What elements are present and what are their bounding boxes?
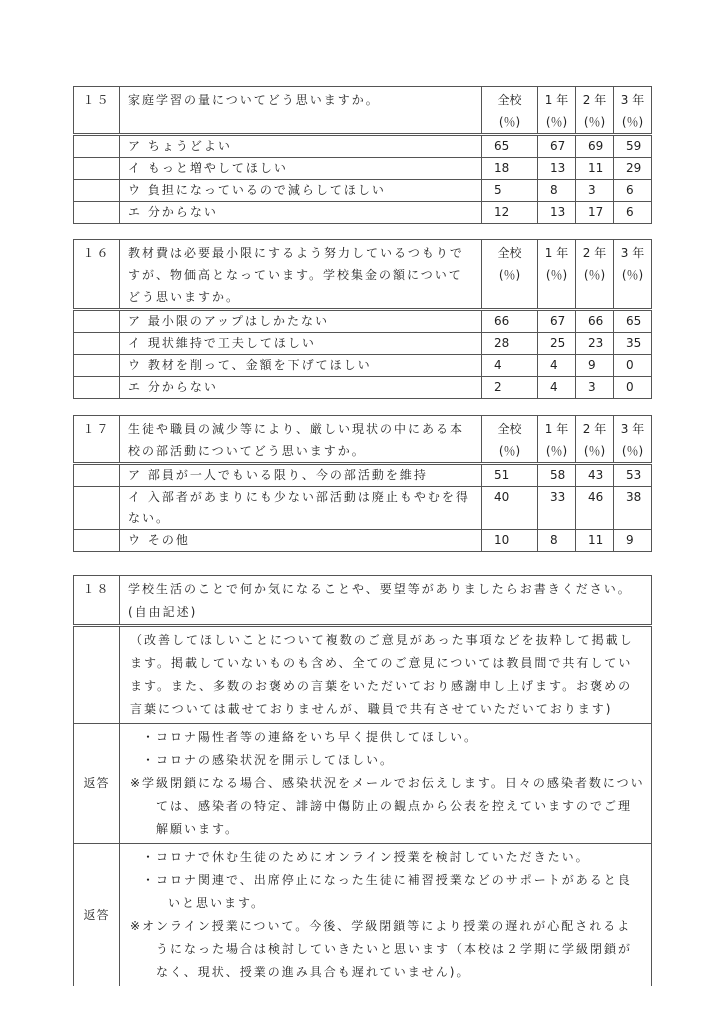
request-item: ・コロナで休む生徒のためにオンライン授業を検討していただきたい。: [142, 850, 590, 864]
value-grade2: 17: [576, 202, 614, 224]
option-label: イ 入部者があまりにも少ない部活動は廃止もやむを得ない。: [120, 487, 482, 530]
value-grade1: 67: [538, 310, 576, 333]
value-grade3: 59: [614, 135, 652, 158]
value-grade3: 38: [614, 487, 652, 530]
value-school: 12: [482, 202, 538, 224]
header-grade1: 1 年 (％): [538, 416, 576, 464]
value-grade2: 3: [576, 180, 614, 202]
header-grade1: 1 年 (％): [538, 240, 576, 310]
value-school: 2: [482, 377, 538, 399]
value-grade2: 3: [576, 377, 614, 399]
header-grade3: 3 年 (％): [614, 416, 652, 464]
header-grade2: 2 年 (％): [576, 240, 614, 310]
option-row: [74, 530, 652, 552]
value-grade1: 4: [538, 355, 576, 377]
option-label: イ 現状維持で工夫してほしい: [120, 333, 482, 355]
option-row: [74, 202, 652, 224]
question-17-table: [73, 415, 652, 552]
value-grade3: 0: [614, 355, 652, 377]
value-grade2: 66: [576, 310, 614, 333]
question-text: 生徒や職員の減少等により、厳しい現状の中にある本校の部活動についてどう思いますか。: [120, 416, 482, 464]
option-label: ウ その他: [120, 530, 482, 552]
response-block: [120, 844, 652, 987]
header-school: 全校 (％): [482, 240, 538, 310]
value-grade2: 43: [576, 464, 614, 487]
value-school: 4: [482, 355, 538, 377]
header-school: 全校 (％): [482, 416, 538, 464]
option-label: エ 分からない: [120, 377, 482, 399]
value-grade3: 0: [614, 377, 652, 399]
option-row: [74, 464, 652, 487]
value-grade1: 33: [538, 487, 576, 530]
reply-label: 返答: [74, 844, 120, 987]
value-grade2: 9: [576, 355, 614, 377]
header-grade1: 1 年 (％): [538, 87, 576, 135]
option-row: [74, 158, 652, 180]
editor-note: （改善してほしいことについて複数のご意見があった事項などを抜粋して掲載します。掲載していないものも含め、全てのご意見については教員間で共有しています。また、多数のお褒めの言葉をいただいており感謝申し上げます。お褒めの言葉については載せておりませんが、職員で共有させていただいております): [120, 626, 652, 724]
question-text: 家庭学習の量についてどう思いますか。: [120, 87, 482, 135]
value-school: 10: [482, 530, 538, 552]
value-grade1: 67: [538, 135, 576, 158]
value-grade3: 6: [614, 180, 652, 202]
option-label: イ もっと増やしてほしい: [120, 158, 482, 180]
value-grade1: 13: [538, 202, 576, 224]
question-number: １７: [74, 416, 120, 464]
option-label: ウ 負担になっているので減らしてほしい: [120, 180, 482, 202]
value-grade2: 46: [576, 487, 614, 530]
header-grade2: 2 年 (％): [576, 416, 614, 464]
option-row: [74, 333, 652, 355]
value-school: 40: [482, 487, 538, 530]
value-school: 5: [482, 180, 538, 202]
value-grade3: 35: [614, 333, 652, 355]
reply-label: 返答: [74, 724, 120, 844]
header-grade3: 3 年 (％): [614, 240, 652, 310]
request-item: ・コロナ陽性者等の連絡をいち早く提供してほしい。: [142, 730, 479, 744]
option-row: [74, 377, 652, 399]
value-grade3: 29: [614, 158, 652, 180]
question-number: １６: [74, 240, 120, 310]
option-row: [74, 310, 652, 333]
question-text: 教材費は必要最小限にするよう努力しているつもりですが、物価高となっています。学校集金の額についてどう思いますか。: [120, 240, 482, 310]
value-grade2: 23: [576, 333, 614, 355]
question-15-table: [73, 86, 652, 224]
value-grade3: 6: [614, 202, 652, 224]
request-item: ・コロナの感染状況を開示してほしい。: [142, 753, 395, 767]
value-grade1: 8: [538, 180, 576, 202]
option-row: [74, 180, 652, 202]
request-item: ・コロナ関連で、出席停止になった生徒に補習授業などのサポートがあると良いと思います。: [142, 873, 632, 910]
header-school: 全校 (％): [482, 87, 538, 135]
value-grade1: 4: [538, 377, 576, 399]
value-school: 28: [482, 333, 538, 355]
value-grade3: 53: [614, 464, 652, 487]
value-school: 51: [482, 464, 538, 487]
value-grade1: 13: [538, 158, 576, 180]
option-label: ウ 教材を削って、金額を下げてほしい: [120, 355, 482, 377]
option-label: エ 分からない: [120, 202, 482, 224]
response-block: [120, 724, 652, 844]
value-grade1: 8: [538, 530, 576, 552]
option-label: ア 最小限のアップはしかたない: [120, 310, 482, 333]
value-grade3: 9: [614, 530, 652, 552]
reply-text: ※オンライン授業について。今後、学級閉鎖等により授業の遅れが心配されるようになった場合は検討していきたいと思います（本校は２学期に学級閉鎖がなく、現状、授業の進み具合も遅れていません)。: [130, 919, 633, 979]
option-label: ア ちょうどよい: [120, 135, 482, 158]
option-row: [74, 487, 652, 530]
question-18-table: [73, 575, 652, 986]
value-school: 65: [482, 135, 538, 158]
value-grade2: 69: [576, 135, 614, 158]
question-number: １５: [74, 87, 120, 135]
question-number: １８: [74, 576, 120, 626]
header-grade3: 3 年 (％): [614, 87, 652, 135]
option-label: ア 部員が一人でもいる限り、今の部活動を維持: [120, 464, 482, 487]
value-school: 18: [482, 158, 538, 180]
option-row: [74, 135, 652, 158]
question-16-table: [73, 239, 652, 399]
value-school: 66: [482, 310, 538, 333]
value-grade1: 25: [538, 333, 576, 355]
header-grade2: 2 年 (％): [576, 87, 614, 135]
reply-text: ※学級閉鎖になる場合、感染状況をメールでお伝えします。日々の感染者数については、感染者の特定、誹謗中傷防止の観点から公表を控えていますのでご理解願います。: [130, 776, 645, 836]
value-grade3: 65: [614, 310, 652, 333]
question-text: 学校生活のことで何か気になることや、要望等がありましたらお書きください。(自由記述): [120, 576, 652, 626]
value-grade2: 11: [576, 158, 614, 180]
value-grade2: 11: [576, 530, 614, 552]
value-grade1: 58: [538, 464, 576, 487]
option-row: [74, 355, 652, 377]
